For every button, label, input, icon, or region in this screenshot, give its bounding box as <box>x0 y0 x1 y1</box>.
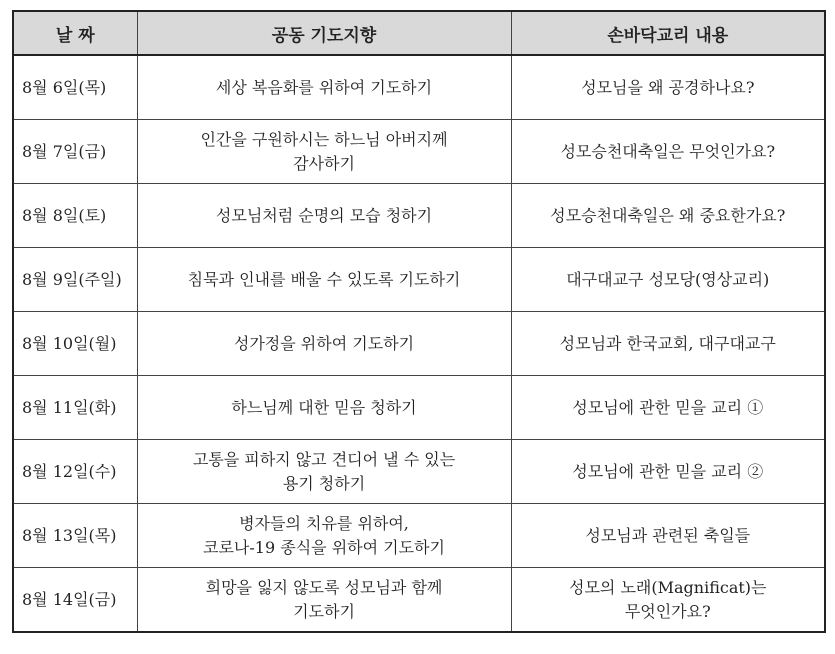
intention-cell-line: 감사하기 <box>293 153 355 173</box>
intention-cell <box>137 184 511 248</box>
intention-cell <box>137 312 511 376</box>
doctrine-cell-line: 대구대교구 성모당(영상교리) <box>566 269 770 289</box>
intention-cell-line: 세상 복음화를 위하여 기도하기 <box>215 77 433 97</box>
doctrine-cell <box>511 376 825 440</box>
intention-cell <box>137 504 511 568</box>
intention-cell-line: 희망을 잃지 않도록 성모님과 함께 <box>205 577 443 597</box>
doctrine-cell-line: 성모님과 한국교회, 대구대교구 <box>559 333 776 353</box>
intention-cell <box>137 120 511 184</box>
date-cell: 8월 14일(금) <box>13 568 137 633</box>
doctrine-cell <box>511 184 825 248</box>
date-cell: 8월 13일(목) <box>13 504 137 568</box>
header-intention: 공동 기도지향 <box>137 11 511 55</box>
intention-cell-line: 용기 청하기 <box>282 473 366 493</box>
date-cell: 8월 8일(토) <box>13 184 137 248</box>
intention-cell-line: 성모님처럼 순명의 모습 청하기 <box>215 205 433 225</box>
doctrine-cell <box>511 440 825 504</box>
doctrine-cell <box>511 312 825 376</box>
table-row <box>13 184 825 248</box>
intention-cell-line: 코로나-19 종식을 위하여 기도하기 <box>203 537 445 557</box>
doctrine-cell <box>511 504 825 568</box>
table-row <box>13 568 825 633</box>
intention-cell <box>137 440 511 504</box>
doctrine-cell <box>511 248 825 312</box>
doctrine-cell-line: 성모님에 관한 믿을 교리 ② <box>572 461 764 481</box>
intention-cell-line: 병자들의 치유를 위하여, <box>239 513 409 533</box>
date-cell: 8월 12일(수) <box>13 440 137 504</box>
date-cell: 8월 11일(화) <box>13 376 137 440</box>
doctrine-cell-line: 성모님에 관한 믿을 교리 ① <box>572 397 764 417</box>
doctrine-cell <box>511 568 825 633</box>
table-row <box>13 504 825 568</box>
date-cell: 8월 6일(목) <box>13 55 137 120</box>
intention-cell-line: 인간을 구원하시는 하느님 아버지께 <box>200 129 448 149</box>
table-row <box>13 55 825 120</box>
table-row <box>13 440 825 504</box>
table-row <box>13 248 825 312</box>
header-doctrine: 손바닥교리 내용 <box>511 11 825 55</box>
doctrine-cell-line: 성모승천대축일은 왜 중요한가요? <box>550 205 786 225</box>
date-cell: 8월 7일(금) <box>13 120 137 184</box>
intention-cell <box>137 248 511 312</box>
doctrine-cell-line: 성모승천대축일은 무엇인가요? <box>560 141 776 161</box>
intention-cell <box>137 376 511 440</box>
table-row <box>13 312 825 376</box>
doctrine-cell-line: 성모님을 왜 공경하나요? <box>581 77 755 97</box>
table-body <box>13 55 825 632</box>
table-row <box>13 376 825 440</box>
date-cell: 8월 10일(월) <box>13 312 137 376</box>
intention-cell-line: 기도하기 <box>293 601 355 621</box>
table-header-row <box>13 11 825 55</box>
schedule-table-container <box>12 10 826 633</box>
table-row <box>13 120 825 184</box>
doctrine-cell <box>511 120 825 184</box>
intention-cell <box>137 55 511 120</box>
intention-cell-line: 성가정을 위하여 기도하기 <box>233 333 415 353</box>
header-date: 날 짜 <box>13 11 137 55</box>
date-cell: 8월 9일(주일) <box>13 248 137 312</box>
doctrine-cell-line: 성모님과 관련된 축일들 <box>585 525 751 545</box>
doctrine-cell <box>511 55 825 120</box>
intention-cell-line: 고통을 피하지 않고 견디어 낼 수 있는 <box>192 449 456 469</box>
intention-cell <box>137 568 511 633</box>
schedule-table <box>12 10 826 633</box>
doctrine-cell-line: 무엇인가요? <box>624 601 711 621</box>
intention-cell-line: 하느님께 대한 믿음 청하기 <box>231 397 417 417</box>
intention-cell-line: 침묵과 인내를 배울 수 있도록 기도하기 <box>187 269 461 289</box>
doctrine-cell-line: 성모의 노래(Magnificat)는 <box>569 577 767 597</box>
